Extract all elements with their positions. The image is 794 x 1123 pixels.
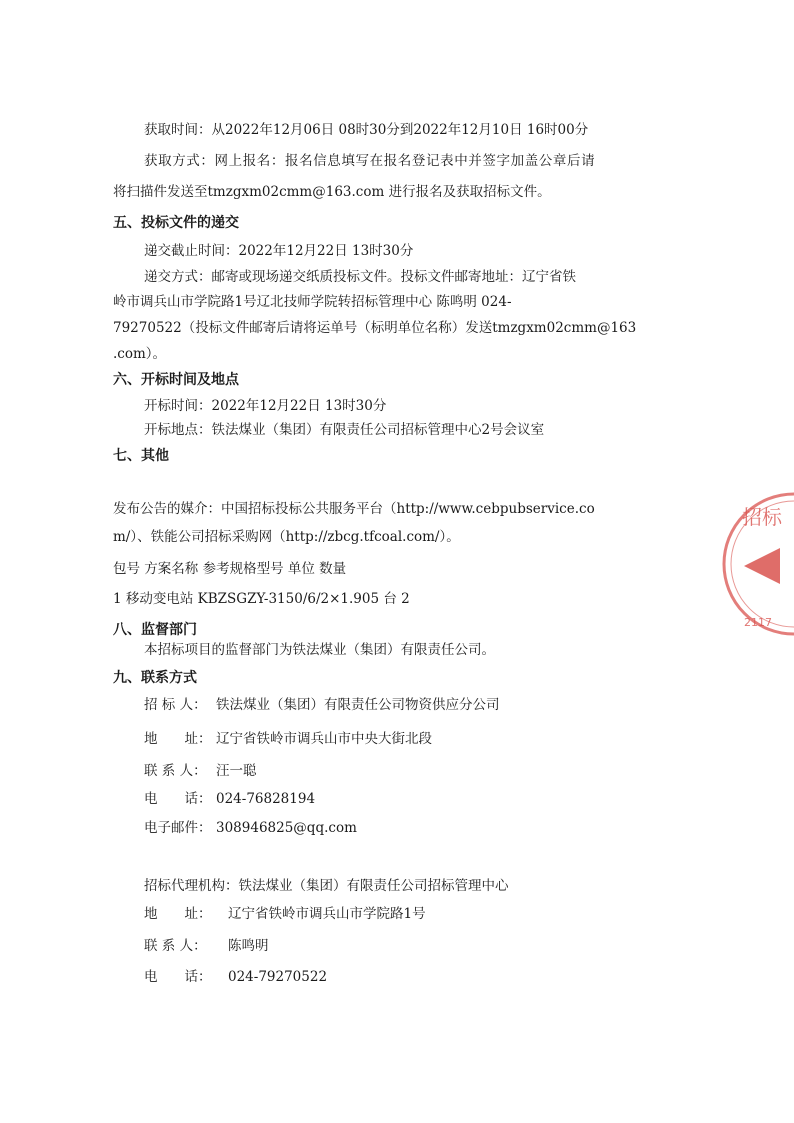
agency-row bbox=[144, 876, 509, 896]
submit-method-line: 递交方式：邮寄或现场递交纸质投标文件。投标文件邮寄地址：辽宁省铁 bbox=[144, 269, 576, 285]
submit-method-line-3: 79270522（投标文件邮寄后请将运单号（标明单位名称）发送tmzgxm02cmm@163 bbox=[113, 320, 637, 336]
contact-value: 汪一聪 bbox=[216, 763, 257, 779]
contact-key: 地 址： bbox=[144, 906, 212, 922]
agency-row-phone bbox=[144, 967, 327, 987]
contact-value: 辽宁省铁岭市调兵山市学院路1号 bbox=[228, 906, 426, 922]
agency-value: 铁法煤业（集团）有限责任公司招标管理中心 bbox=[238, 878, 509, 894]
contact-key: 电 话： bbox=[144, 791, 212, 807]
contact-row-tenderer bbox=[144, 695, 500, 715]
obtain-time-line: 获取时间：从2022年12月06日 08时30分到2022年12月10日 16时00分 bbox=[144, 122, 589, 138]
media-line: 发布公告的媒介：中国招标投标公共服务平台（http://www.cebpubservice.co bbox=[113, 501, 595, 517]
seal-text: 招标 bbox=[742, 505, 782, 529]
submit-method-line-2: 岭市调兵山市学院路1号辽北技师学院转招标管理中心 陈鸣明 024- bbox=[113, 294, 512, 310]
supervision-line: 本招标项目的监督部门为铁法煤业（集团）有限责任公司。 bbox=[144, 642, 495, 658]
contact-row-person bbox=[144, 761, 257, 781]
contact-value: 铁法煤业（集团）有限责任公司物资供应分公司 bbox=[216, 697, 500, 713]
seal-stamp bbox=[722, 478, 794, 658]
contact-value: 308946825@qq.com bbox=[216, 820, 357, 836]
obtain-method-line: 获取方式：网上报名：报名信息填写在报名登记表中并签字加盖公章后请 bbox=[144, 153, 596, 169]
contact-key: 招 标 人： bbox=[144, 697, 207, 713]
contact-key: 联 系 人： bbox=[144, 763, 207, 779]
agency-row-address bbox=[144, 904, 426, 924]
contact-key: 联 系 人： bbox=[144, 938, 207, 954]
agency-row-person bbox=[144, 936, 269, 956]
section-5-heading: 五、投标文件的递交 bbox=[113, 215, 239, 231]
section-6-heading: 六、开标时间及地点 bbox=[113, 372, 239, 388]
contact-row-phone bbox=[144, 789, 315, 809]
seal-number: 2117 bbox=[744, 616, 772, 629]
seal-star-icon bbox=[744, 548, 780, 584]
package-header-line: 包号 方案名称 参考规格型号 单位 数量 bbox=[113, 561, 347, 577]
contact-key: 地 址： bbox=[144, 731, 212, 747]
agency-key: 招标代理机构： bbox=[144, 878, 239, 894]
section-9-heading: 九、联系方式 bbox=[113, 670, 197, 686]
contact-row-address bbox=[144, 729, 432, 749]
media-line-2: m/）、铁能公司招标采购网（http://zbcg.tfcoal.com/）。 bbox=[113, 529, 460, 545]
package-row-line: 1 移动变电站 KBZSGZY-3150/6/2×1.905 台 2 bbox=[113, 591, 410, 607]
contact-row-email bbox=[144, 818, 357, 838]
contact-value: 024-79270522 bbox=[228, 969, 328, 985]
contact-value: 024-76828194 bbox=[216, 791, 316, 807]
open-place-line: 开标地点：铁法煤业（集团）有限责任公司招标管理中心2号会议室 bbox=[144, 422, 545, 438]
contact-key: 电子邮件： bbox=[144, 820, 212, 836]
submit-deadline-line: 递交截止时间：2022年12月22日 13时30分 bbox=[144, 243, 414, 259]
submit-method-line-4: .com）。 bbox=[113, 346, 167, 362]
obtain-method-line-2: 将扫描件发送至tmzgxm02cmm@163.com 进行报名及获取招标文件。 bbox=[113, 184, 551, 200]
open-time-line: 开标时间：2022年12月22日 13时30分 bbox=[144, 398, 387, 414]
section-8-heading: 八、监督部门 bbox=[113, 622, 197, 638]
section-7-heading: 七、其他 bbox=[113, 448, 169, 464]
contact-key: 电 话： bbox=[144, 969, 212, 985]
contact-value: 辽宁省铁岭市调兵山市中央大街北段 bbox=[216, 731, 432, 747]
contact-value: 陈鸣明 bbox=[228, 938, 269, 954]
